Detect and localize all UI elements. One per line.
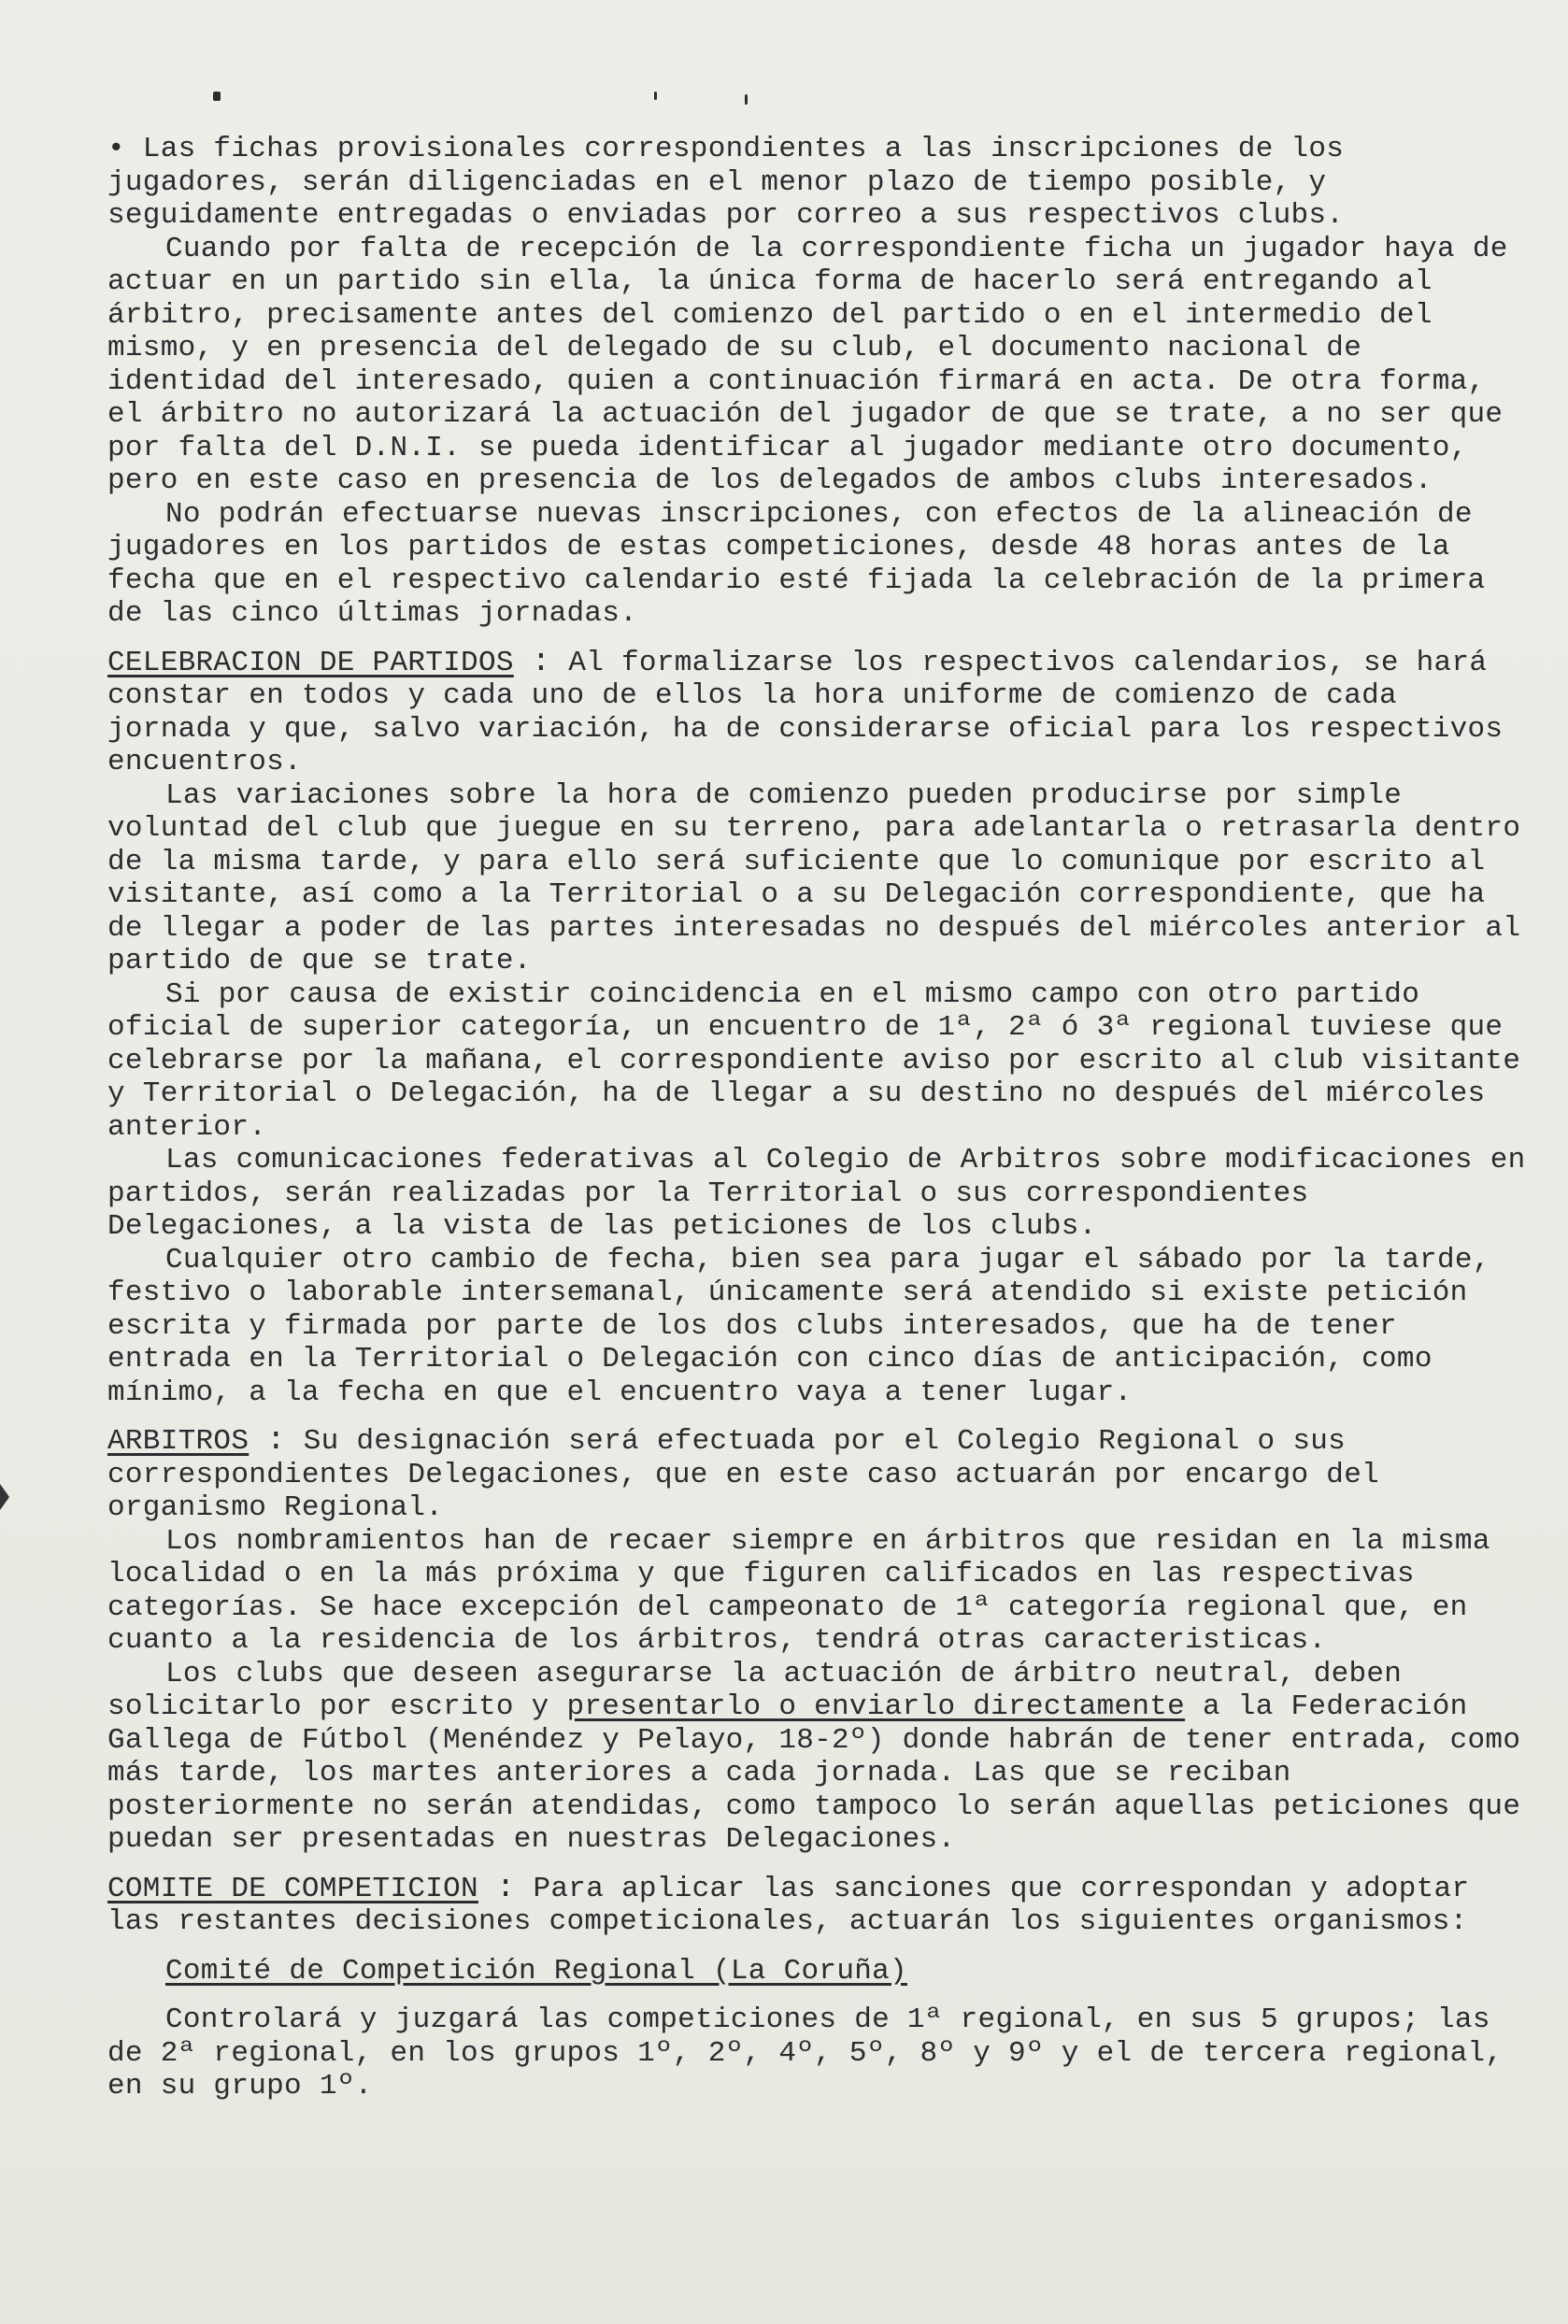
intro-paragraph-2: Cuando por falta de recepción de la correspondiente ficha un jugador haya de actuar en un partido sin ella, la única forma de hacerlo será entregando al árbitro, precisamente antes del comienzo del partido o en el intermedio del mismo, y en presencia del delegado de su club, el documento nacional de identidad del interesado, quien a continuación firmará en acta. De otra forma, el árbitro no autorizará la actuación del jugador de que se trate, a no ser que por falta del D.N.I. se pueda identificar al jugador mediante otro documento, pero en este caso en presencia de los delegados de ambos clubs interesados. (107, 232, 1508, 497)
comite-lead: Para aplicar las sanciones que correspondan y adoptar las restantes decisiones competicionales, actuarán los siguientes organismos: (107, 1872, 1470, 1938)
celebracion-colon: : (531, 644, 551, 680)
arbitros-heading: ARBITROS (107, 1425, 249, 1458)
ink-speck (654, 92, 657, 100)
celebracion-paragraph: Cualquier otro cambio de fecha, bien sea para jugar el sábado por la tarde, festivo o laborable intersemanal, únicamente será atendido si existe petición escrita y firmada por parte de los dos clubs interesados, que ha de tener entrada en la Territorial o Delegación con cinco días de anticipación, como mínimo, a la fecha en que el encuentro vaya a tener lugar. (107, 1243, 1490, 1409)
comite-heading: COMITE DE COMPETICION (107, 1872, 478, 1905)
celebracion-heading: CELEBRACION DE PARTIDOS (107, 646, 514, 679)
celebracion-section (107, 644, 1532, 779)
intro-paragraph-1: • Las fichas provisionales correspondientes a las inscripciones de los jugadores, serán diligenciadas en el menor plazo de tiempo posible, y seguidamente entregadas o enviadas por correo a sus respectivos clubs. (107, 133, 1345, 232)
document-body (107, 133, 1532, 2103)
comite-subheading: Comité de Competición Regional (La Coruña) (165, 1954, 907, 1988)
comite-section (107, 1870, 1532, 1939)
celebracion-lead: Al formalizarse los respectivos calendarios, se hará constar en todos y cada uno de ellos la hora uniforme de comienzo de cada jornada y que, salvo variación, ha de considerarse oficial para los respectivos encuentros. (107, 646, 1504, 778)
arbitros-paragraph-2-end: a la Federación Gallega de Fútbol (Menéndez y Pelayo, 18-2º) donde habrán de tener entrada, como más tarde, los martes anteriores a cada jornada. Las que se reciban posteriormente no serán atendidas, como tampoco lo serán aquellas peticiones que puedan ser presentadas en nuestras Delegaciones. (107, 1690, 1521, 1856)
arbitros-section (107, 1425, 1532, 1525)
celebracion-paragraph: Si por causa de existir coincidencia en el mismo campo con otro partido oficial de superior categoría, un encuentro de 1ª, 2ª ó 3ª regional tuviese que celebrarse por la mañana, el correspondiente aviso por escrito al club visitante y Territorial o Delegación, ha de llegar a su destino no después del miércoles anterior. (107, 977, 1521, 1144)
ink-speck (213, 92, 221, 101)
arbitros-paragraph-2 (107, 1658, 1532, 1857)
comite-paragraph: Controlará y juzgará las competiciones de 1ª regional, en sus 5 grupos; las de 2ª regional, en los grupos 1º, 2º, 4º, 5º, 8º y 9º y el de tercera regional, en su grupo 1º. (107, 2003, 1504, 2103)
arbitros-lead: Su designación será efectuada por el Colegio Regional o sus correspondientes Delegaciones, que en este caso actuarán por encargo del organismo Regional. (107, 1425, 1380, 1524)
page-edge-mark (0, 1484, 9, 1510)
arbitros-colon: : (266, 1423, 286, 1459)
arbitros-paragraph-2-start: Los clubs que deseen asegurarse la actuación de árbitro neutral, deben solicitarlo por escrito y (107, 1657, 1403, 1723)
arbitros-paragraph-1: Los nombramientos han de recaer siempre en árbitros que residan en la misma localidad o en la más próxima y que figuren calificados en las respectivas categorías. Se hace excepción del campeonato de 1ª categoría regional que, en cuanto a la residencia de los árbitros, tendrá otras caracteristicas. (107, 1524, 1490, 1657)
ink-speck (745, 94, 748, 105)
comite-subheading-wrap (165, 1955, 1532, 1989)
comite-colon: : (495, 1870, 516, 1906)
arbitros-underlined-phrase: presentarlo o enviarlo directamente (566, 1690, 1186, 1723)
intro-paragraph-3: No podrán efectuarse nuevas inscripciones, con efectos de la alineación de jugadores en los partidos de estas competiciones, desde 48 horas antes de la fecha que en el respectivo calendario esté fijada la celebración de la primera de las cinco últimas jornadas. (107, 497, 1486, 630)
celebracion-paragraph: Las variaciones sobre la hora de comienzo pueden producirse por simple voluntad del club que juegue en su terreno, para adelantarla o retrasarla dentro de la misma tarde, y para ello será suficiente que lo comunique por escrito al visitante, así como a la Territorial o a su Delegación correspondiente, que ha de llegar a poder de las partes interesadas no después del miércoles anterior al partido de que se trate. (107, 778, 1521, 977)
celebracion-paragraph: Las comunicaciones federativas al Colegio de Arbitros sobre modificaciones en partidos, serán realizadas por la Territorial o sus correspondientes Delegaciones, a la vista de las peticiones de los clubs. (107, 1144, 1526, 1243)
